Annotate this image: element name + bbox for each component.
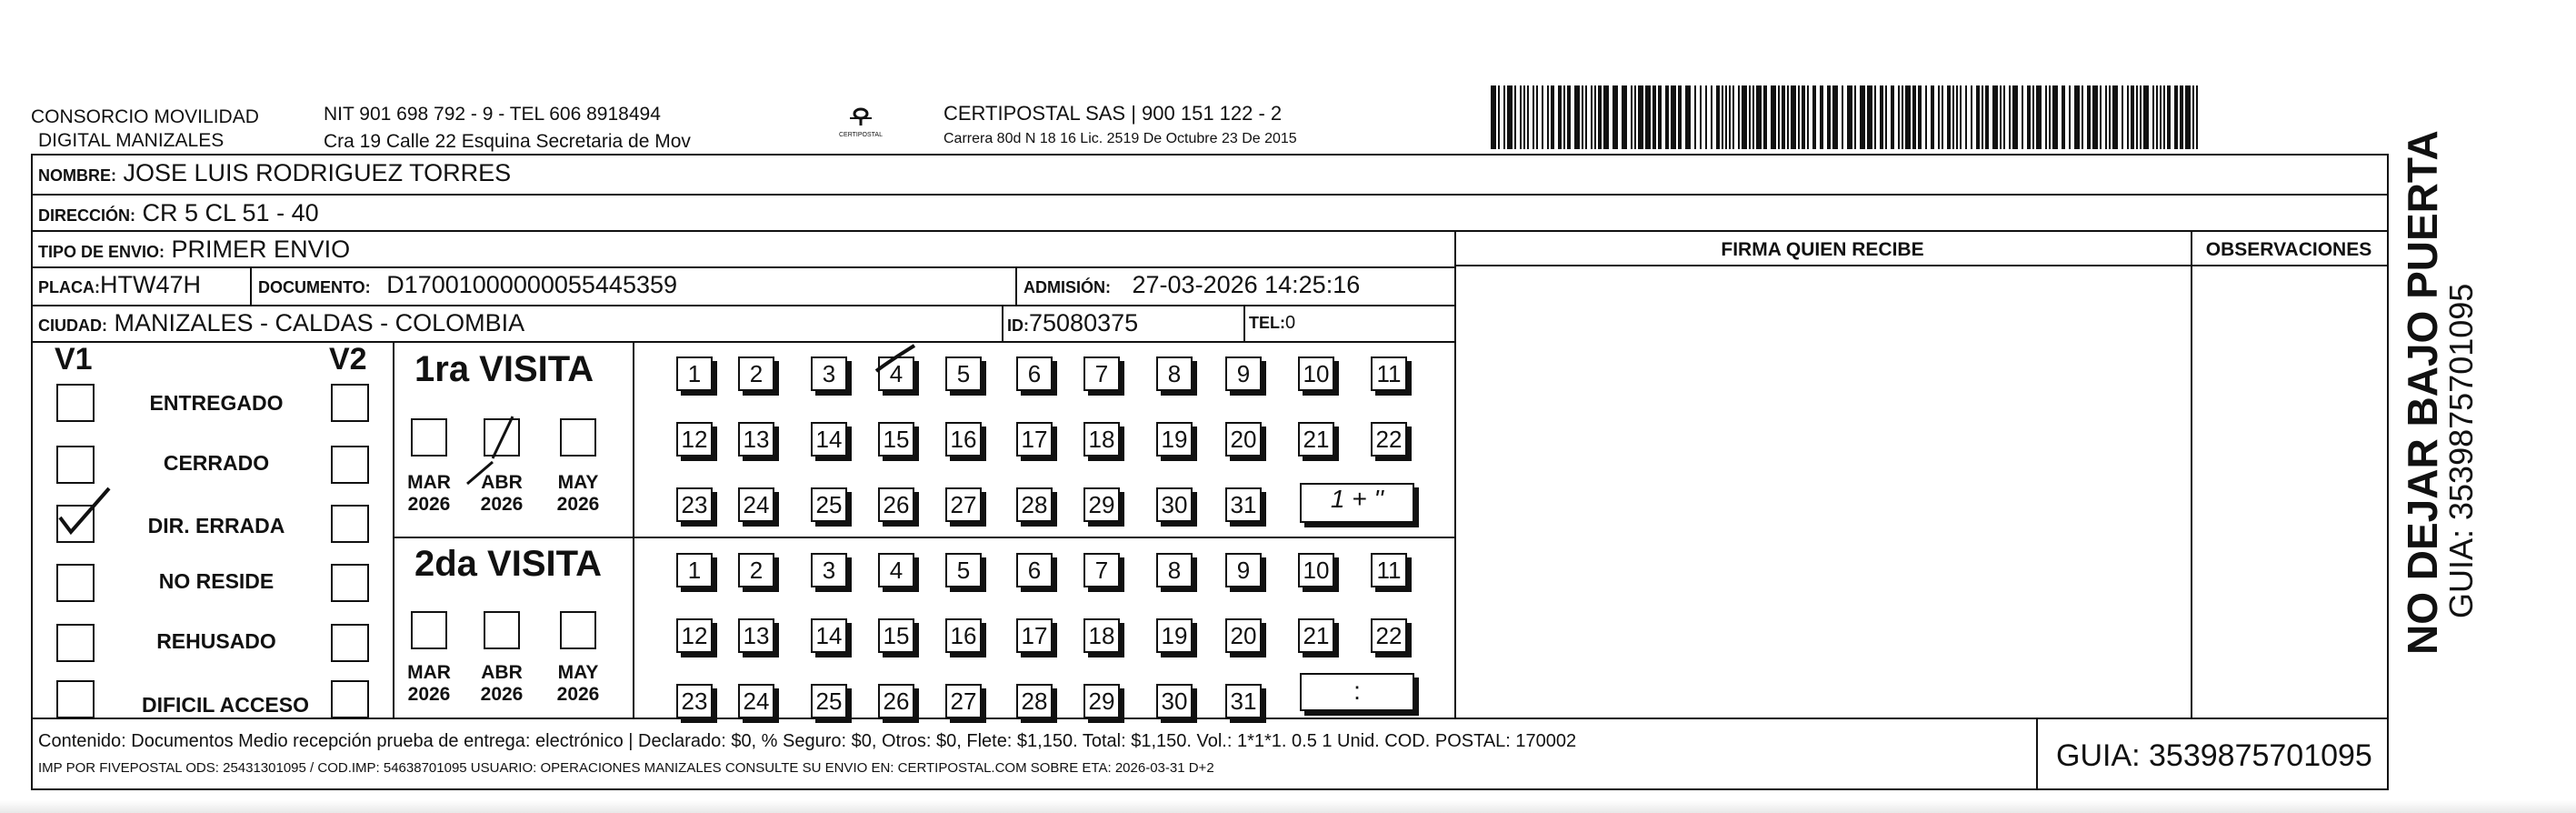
second-visit-abr-label: ABR 2026	[480, 662, 524, 705]
tipo-envio-row	[31, 232, 1454, 268]
first-visit-title: 1ra VISITA	[414, 349, 594, 389]
second-visit-day-18[interactable]: 18	[1083, 618, 1120, 653]
documento-value: D17001000000055445359	[386, 271, 678, 298]
placa-divider	[250, 268, 252, 306]
scan-edge	[0, 800, 2576, 813]
second-visit-day-7[interactable]: 7	[1083, 553, 1120, 587]
first-visit-time-value: 1 + ''	[1330, 485, 1384, 513]
admision-value: 27-03-2026 14:25:16	[1132, 271, 1361, 298]
first-visit-day-28[interactable]: 28	[1016, 487, 1053, 522]
second-visit-day-19[interactable]: 19	[1156, 618, 1193, 653]
v2-rehusado-checkbox[interactable]	[331, 624, 369, 662]
first-visit-day-24[interactable]: 24	[738, 487, 774, 522]
observaciones-header: OBSERVACIONES	[2191, 234, 2387, 266]
second-visit-day-28[interactable]: 28	[1016, 684, 1053, 718]
placa-field	[38, 271, 201, 299]
first-visit-day-18[interactable]: 18	[1083, 422, 1120, 457]
first-visit-day-19[interactable]: 19	[1156, 422, 1193, 457]
first-visit-day-25[interactable]: 25	[811, 487, 847, 522]
tel-field	[1249, 313, 1295, 334]
second-visit-day-5[interactable]: 5	[945, 553, 982, 587]
status-divider	[393, 343, 394, 718]
second-visit-day-9[interactable]: 9	[1225, 553, 1262, 587]
documento-label: DOCUMENTO:	[258, 278, 371, 296]
admision-field	[1023, 271, 1360, 299]
side-text	[2399, 130, 2481, 655]
first-visit-day-15[interactable]: 15	[878, 422, 914, 457]
first-visit-day-11[interactable]: 11	[1371, 356, 1407, 391]
second-visit-day-13[interactable]: 13	[738, 618, 774, 653]
visit-separator	[393, 537, 1454, 538]
second-visit-day-10[interactable]: 10	[1298, 553, 1334, 587]
status-entregado: ENTREGADO	[149, 391, 284, 415]
company-line-1: CONSORCIO MOVILIDAD	[31, 106, 259, 127]
second-visit-abr-box[interactable]	[484, 611, 520, 649]
first-visit-may-label: MAY 2026	[556, 472, 600, 515]
direccion-value: CR 5 CL 51 - 40	[142, 199, 319, 226]
first-visit-mar-box[interactable]	[411, 418, 447, 457]
v1-cerrado-checkbox[interactable]	[56, 446, 95, 484]
first-visit-day-20[interactable]: 20	[1225, 422, 1262, 457]
v1-entregado-checkbox[interactable]	[56, 384, 95, 422]
first-visit-mar-label: MAR 2026	[407, 472, 451, 515]
second-visit-day-3[interactable]: 3	[811, 553, 847, 587]
admision-label: ADMISIÓN:	[1023, 278, 1111, 296]
second-visit-day-23[interactable]: 23	[676, 684, 713, 718]
second-visit-day-15[interactable]: 15	[878, 618, 914, 653]
first-visit-day-31[interactable]: 31	[1225, 487, 1262, 522]
ciudad-field	[38, 309, 524, 337]
nit-line: NIT 901 698 792 - 9 - TEL 606 8918494	[324, 104, 661, 125]
status-dir-errada: DIR. ERRADA	[147, 514, 285, 537]
first-visit-day-8[interactable]: 8	[1156, 356, 1193, 391]
v2-label: V2	[329, 342, 367, 376]
first-visit-time-box[interactable]	[1300, 483, 1414, 523]
id-label: ID:	[1007, 316, 1029, 335]
second-visit-time-value: :	[1353, 677, 1361, 705]
second-visit-day-2[interactable]: 2	[738, 553, 774, 587]
id-value: 75080375	[1029, 309, 1139, 336]
carrier-line-1: CERTIPOSTAL SAS | 900 151 122 - 2	[944, 102, 1283, 125]
status-no-reside: NO RESIDE	[158, 569, 275, 593]
second-visit-day-16[interactable]: 16	[945, 618, 982, 653]
v1-no-reside-checkbox[interactable]	[56, 564, 95, 602]
admision-divider	[1015, 268, 1017, 306]
documento-field	[258, 271, 677, 299]
logo-text: CERTIPOSTAL	[839, 132, 883, 138]
direccion-label: DIRECCIÓN:	[38, 206, 135, 225]
second-visit-day-31[interactable]: 31	[1225, 684, 1262, 718]
first-visit-day-21[interactable]: 21	[1298, 422, 1334, 457]
placa-value: HTW47H	[100, 271, 202, 298]
nombre-label: NOMBRE:	[38, 166, 116, 185]
second-visit-day-27[interactable]: 27	[945, 684, 982, 718]
checkmark-icon	[53, 487, 116, 541]
status-dificil-acceso: DIFICIL ACCESO	[141, 693, 309, 717]
first-visit-day-30[interactable]: 30	[1156, 487, 1193, 522]
first-visit-day-9[interactable]: 9	[1225, 356, 1262, 391]
carrier-logo	[831, 105, 891, 151]
observaciones-left-border	[2191, 232, 2192, 718]
side-guia: GUIA: 3539875701095	[2442, 283, 2480, 618]
second-visit-may-label: MAY 2026	[556, 662, 600, 705]
second-visit-mar-box[interactable]	[411, 611, 447, 649]
barcode	[1491, 85, 2209, 153]
logo-icon	[843, 105, 879, 127]
firma-header: FIRMA QUIEN RECIBE	[1454, 234, 2191, 266]
guia-number: GUIA: 3539875701095	[2056, 738, 2372, 773]
second-visit-day-22[interactable]: 22	[1371, 618, 1407, 653]
id-divider	[1002, 306, 1003, 343]
content-line: Contenido: Documentos Medio recepción prueba de entrega: electrónico | Declarado: $0, % Seguro: $0, Otros: $0, Flete: $1,150. Total: $1,150. Vol.: 1*1*1. 0.5 1 Unid. COD. POSTAL: 170002	[38, 731, 1577, 751]
status-cerrado: CERRADO	[163, 451, 270, 475]
second-visit-day-26[interactable]: 26	[878, 684, 914, 718]
footer-separator	[31, 718, 2389, 719]
first-visit-day-29[interactable]: 29	[1083, 487, 1120, 522]
nombre-value: JOSE LUIS RODRIGUEZ TORRES	[123, 159, 512, 186]
first-visit-day-12[interactable]: 12	[676, 422, 713, 457]
v1-rehusado-checkbox[interactable]	[56, 624, 95, 662]
first-visit-day-2[interactable]: 2	[738, 356, 774, 391]
placa-label: PLACA:	[38, 278, 100, 296]
nombre-row	[31, 154, 2389, 196]
second-visit-day-6[interactable]: 6	[1016, 553, 1053, 587]
second-visit-day-30[interactable]: 30	[1156, 684, 1193, 718]
first-visit-day-22[interactable]: 22	[1371, 422, 1407, 457]
second-visit-day-1[interactable]: 1	[676, 553, 713, 587]
first-visit-day-16[interactable]: 16	[945, 422, 982, 457]
first-visit-day-5[interactable]: 5	[945, 356, 982, 391]
second-visit-title: 2da VISITA	[414, 544, 602, 584]
id-field	[1007, 309, 1138, 337]
company-line-2: DIGITAL MANIZALES	[38, 130, 225, 151]
v1-label: V1	[55, 342, 93, 376]
direccion-row	[31, 196, 2389, 232]
second-visit-day-12[interactable]: 12	[676, 618, 713, 653]
v2-no-reside-checkbox[interactable]	[331, 564, 369, 602]
first-visit-day-7[interactable]: 7	[1083, 356, 1120, 391]
first-visit-day-4[interactable]: 4	[878, 356, 914, 391]
address-line: Cra 19 Calle 22 Esquina Secretaria de Mov	[324, 131, 691, 152]
v1-dificil-acceso-checkbox[interactable]	[56, 680, 95, 718]
ciudad-label: CIUDAD:	[38, 316, 107, 335]
company-name	[31, 105, 259, 153]
tel-value: 0	[1285, 313, 1296, 333]
first-visit-day-3[interactable]: 3	[811, 356, 847, 391]
first-visit-day-26[interactable]: 26	[878, 487, 914, 522]
first-visit-day-13[interactable]: 13	[738, 422, 774, 457]
imp-line: IMP POR FIVEPOSTAL ODS: 25431301095 / COD.IMP: 54638701095 USUARIO: OPERACIONES MANIZALES CONSULTE SU ENVIO EN: CERTIPOSTAL.COM SOBRE ETA: 2026-03-31 D+2	[38, 760, 1214, 776]
first-visit-day-6[interactable]: 6	[1016, 356, 1053, 391]
second-visit-day-29[interactable]: 29	[1083, 684, 1120, 718]
second-visit-day-24[interactable]: 24	[738, 684, 774, 718]
v2-dir-errada-checkbox[interactable]	[331, 505, 369, 543]
first-visit-abr-box[interactable]	[484, 418, 520, 457]
first-visit-day-27[interactable]: 27	[945, 487, 982, 522]
v2-dificil-acceso-checkbox[interactable]	[331, 680, 369, 718]
guia-divider	[2036, 718, 2038, 790]
second-visit-day-20[interactable]: 20	[1225, 618, 1262, 653]
second-visit-day-11[interactable]: 11	[1371, 553, 1407, 587]
tel-label: TEL:	[1249, 314, 1285, 332]
second-visit-day-17[interactable]: 17	[1016, 618, 1053, 653]
second-visit-mar-label: MAR 2026	[407, 662, 451, 705]
firma-left-border	[1454, 232, 1456, 718]
v1-dir-errada-checkbox[interactable]	[56, 505, 95, 543]
second-visit-day-8[interactable]: 8	[1156, 553, 1193, 587]
first-visit-abr-label: ABR 2026	[480, 472, 524, 515]
tel-divider	[1243, 306, 1245, 343]
first-visit-day-10[interactable]: 10	[1298, 356, 1334, 391]
company-contact	[324, 103, 691, 154]
side-warning: NO DEJAR BAJO PUERTA	[2399, 130, 2446, 655]
first-visit-day-1[interactable]: 1	[676, 356, 713, 391]
carrier-info	[944, 102, 1297, 147]
first-visit-day-17[interactable]: 17	[1016, 422, 1053, 457]
tipo-value: PRIMER ENVIO	[171, 236, 351, 263]
v2-cerrado-checkbox[interactable]	[331, 446, 369, 484]
first-visit-day-14[interactable]: 14	[811, 422, 847, 457]
carrier-line-2: Carrera 80d N 18 16 Lic. 2519 De Octubre 23 De 2015	[944, 131, 1297, 146]
visit-divider	[633, 343, 634, 718]
status-rehusado: REHUSADO	[156, 629, 276, 653]
first-visit-day-23[interactable]: 23	[676, 487, 713, 522]
ciudad-value: MANIZALES - CALDAS - COLOMBIA	[114, 309, 525, 336]
second-visit-day-21[interactable]: 21	[1298, 618, 1334, 653]
second-visit-time-box[interactable]	[1300, 673, 1414, 711]
handwritten-check-icon	[873, 344, 918, 380]
second-visit-day-25[interactable]: 25	[811, 684, 847, 718]
first-visit-may-box[interactable]	[560, 418, 596, 457]
second-visit-day-14[interactable]: 14	[811, 618, 847, 653]
second-visit-day-4[interactable]: 4	[878, 553, 914, 587]
second-visit-may-box[interactable]	[560, 611, 596, 649]
tipo-label: TIPO DE ENVIO:	[38, 243, 165, 261]
v2-entregado-checkbox[interactable]	[331, 384, 369, 422]
